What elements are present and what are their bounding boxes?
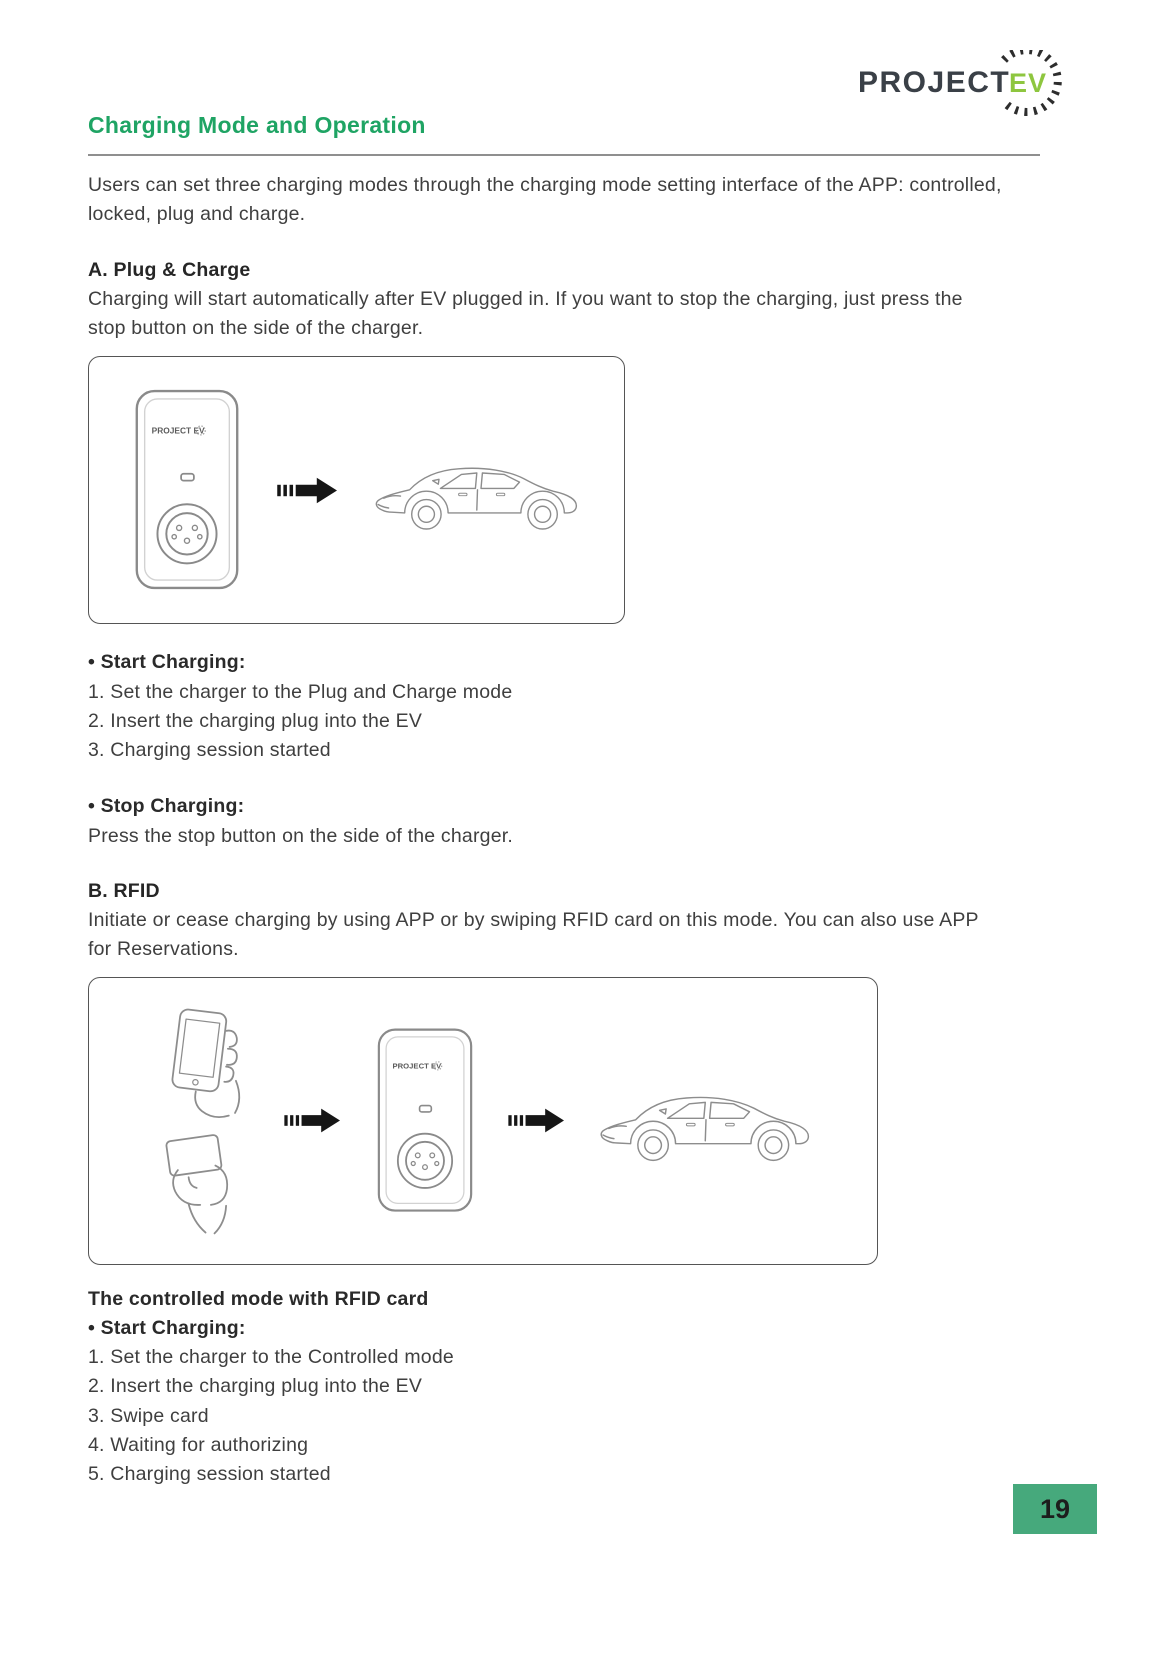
- figure-plug-and-charge: [88, 356, 625, 624]
- step-item: 1. Set the charger to the Controlled mode: [88, 1346, 454, 1368]
- arrow-right-icon: [277, 476, 339, 505]
- logo-text-ev: EV: [1009, 68, 1048, 98]
- section-a-heading: A. Plug & Charge: [88, 258, 251, 281]
- page-number: 19: [1039, 1493, 1071, 1524]
- page-content: [88, 0, 1040, 1489]
- section-b-body: Initiate or cease charging by using APP or by swiping RFID card on this mode. You can also use APP for Reservations.: [88, 909, 979, 961]
- step-item: 3. Charging session started: [88, 739, 331, 761]
- hand-phone-card-illustration: [144, 1004, 260, 1238]
- section-a-body: Charging will start automatically after EV plugged in. If you want to stop the charging, just press the stop button on the side of the charger.: [88, 287, 963, 339]
- step-item: 3. Swipe card: [88, 1404, 209, 1427]
- step-item: 2. Insert the charging plug into the EV: [88, 709, 423, 732]
- intro-paragraph: Users can set three charging modes through the charging mode setting interface of the APP: controlled, locked, plug and charge.: [88, 174, 1002, 226]
- page-number-badge: [1013, 1484, 1097, 1534]
- step-item: 2. Insert the charging plug into the EV: [88, 1375, 423, 1398]
- charger-illustration: [123, 387, 251, 594]
- charger-illustration: [366, 1026, 484, 1216]
- arrow-right-icon: [284, 1107, 342, 1134]
- stop-charging-body: Press the stop button on the side of the charger.: [88, 824, 513, 847]
- start-charging-label-a: • Start Charging:: [88, 651, 246, 674]
- start-charging-label-b: • Start Charging:: [88, 1316, 246, 1339]
- car-illustration: [590, 1066, 822, 1175]
- title-divider: [88, 154, 1040, 156]
- section-b-heading: B. RFID: [88, 879, 160, 902]
- page-title: Charging Mode and Operation: [88, 112, 426, 138]
- figure-rfid: [88, 977, 878, 1265]
- arrow-right-icon: [508, 1107, 566, 1134]
- step-item: 5. Charging session started: [88, 1463, 331, 1485]
- stop-charging-label: • Stop Charging:: [88, 795, 245, 818]
- logo-text-project: PROJECT: [858, 66, 1011, 99]
- car-illustration: [365, 438, 590, 543]
- step-item: 1. Set the charger to the Plug and Charge mode: [88, 680, 513, 703]
- step-item: 4. Waiting for authorizing: [88, 1433, 309, 1456]
- controlled-mode-heading: The controlled mode with RFID card: [88, 1287, 429, 1310]
